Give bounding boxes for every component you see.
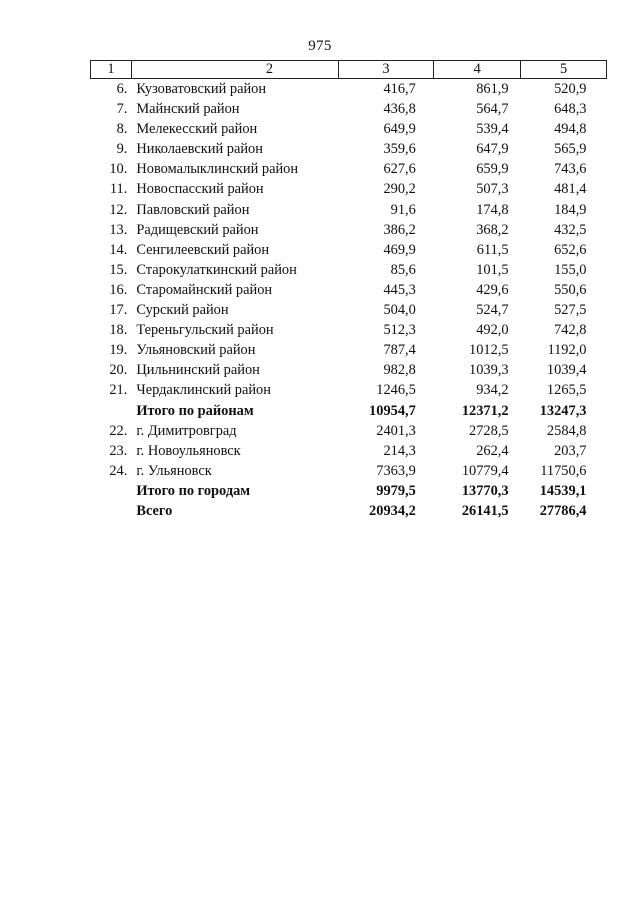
row-value-col-3: 649,9 <box>383 121 416 138</box>
table-row <box>91 79 607 100</box>
row-value-col-5: 652,6 <box>554 241 587 258</box>
row-number: 19. <box>109 342 128 359</box>
row-number: 18. <box>109 322 128 339</box>
row-number: 22. <box>109 422 128 439</box>
row-value-col-5: 1265,5 <box>546 382 587 399</box>
row-value-col-4: 492,0 <box>476 322 509 339</box>
row-value-col-3: 85,6 <box>390 261 416 278</box>
row-number: 10. <box>109 161 128 178</box>
table-row <box>91 240 607 260</box>
row-value-col-4: 101,5 <box>476 261 509 278</box>
row-value-col-4: 611,5 <box>476 241 509 258</box>
row-name: Кузоватовский район <box>136 81 267 97</box>
header-col-4: 4 <box>434 61 521 79</box>
row-value-col-4: 262,4 <box>476 442 509 459</box>
row-number: 23. <box>109 442 128 459</box>
row-value-col-5: 203,7 <box>554 442 587 459</box>
row-number: 12. <box>109 201 128 218</box>
row-number: 17. <box>109 302 128 319</box>
row-value-col-3: 627,6 <box>383 161 416 178</box>
row-value-col-5: 155,0 <box>554 261 587 278</box>
row-value-col-5: 11750,6 <box>540 462 587 479</box>
table-row <box>91 139 607 159</box>
row-value-col-5: 2584,8 <box>546 422 587 439</box>
row-number: 8. <box>116 121 128 138</box>
table-row <box>91 441 607 461</box>
row-value-col-4: 429,6 <box>476 281 509 298</box>
row-value-col-5: 14539,1 <box>539 482 587 499</box>
table-row <box>91 320 607 340</box>
row-number: 13. <box>109 221 128 238</box>
row-value-col-3: 7363,9 <box>376 462 416 479</box>
row-value-col-4: 564,7 <box>476 101 509 118</box>
row-number <box>91 401 132 421</box>
row-name: Старокулаткинский район <box>136 261 297 278</box>
row-value-col-5: 565,9 <box>554 141 587 158</box>
row-value-col-4: 507,3 <box>476 181 509 198</box>
row-number: 16. <box>109 281 128 298</box>
row-value-col-3: 10954,7 <box>369 402 416 419</box>
row-value-col-4: 13770,3 <box>461 482 509 499</box>
row-name: Тереньгульский район <box>136 322 274 339</box>
row-name: г. Димитровград <box>136 422 237 439</box>
table-body <box>91 79 607 522</box>
row-value-col-3: 2401,3 <box>376 422 416 439</box>
row-number <box>91 501 132 521</box>
table-row <box>91 300 607 320</box>
row-value-col-4: 2728,5 <box>469 422 509 439</box>
row-value-col-4: 659,9 <box>476 161 509 178</box>
row-value-col-3: 20934,2 <box>369 502 416 519</box>
row-number: 9. <box>116 141 128 158</box>
row-name: Итого по районам <box>136 402 254 419</box>
row-number: 20. <box>109 362 128 379</box>
row-name: г. Ульяновск <box>136 462 212 479</box>
table-row <box>91 99 607 119</box>
row-value-col-3: 386,2 <box>383 221 416 238</box>
row-value-col-4: 1039,3 <box>469 362 509 379</box>
row-value-col-3: 512,3 <box>383 322 416 339</box>
row-name: г. Новоульяновск <box>136 442 241 459</box>
row-value-col-5: 648,3 <box>554 101 587 118</box>
row-name: Цильнинский район <box>136 362 260 379</box>
table-total-row <box>91 501 607 521</box>
header-col-3: 3 <box>338 61 434 79</box>
table-row <box>91 159 607 179</box>
table-row <box>91 179 607 199</box>
row-value-col-4: 934,2 <box>476 382 509 399</box>
row-value-col-3: 504,0 <box>383 302 416 319</box>
row-name: Майнский район <box>136 101 240 118</box>
row-name: Всего <box>136 502 173 519</box>
table-row <box>91 119 607 139</box>
row-value-col-4: 26141,5 <box>461 502 509 519</box>
row-value-col-3: 787,4 <box>383 342 416 359</box>
row-value-col-3: 416,7 <box>383 81 416 97</box>
row-value-col-5: 27786,4 <box>539 502 587 519</box>
row-name: Мелекесский район <box>136 121 258 138</box>
table-header <box>91 61 607 79</box>
row-value-col-5: 184,9 <box>554 201 587 218</box>
header-col-5: 5 <box>521 61 607 79</box>
table-row <box>91 340 607 360</box>
table-total-row <box>91 401 607 421</box>
row-value-col-4: 861,9 <box>476 81 509 97</box>
row-value-col-4: 174,8 <box>476 201 509 218</box>
row-value-col-3: 469,9 <box>383 241 416 258</box>
row-value-col-5: 743,6 <box>554 161 587 178</box>
row-name: Новомалыклинский район <box>136 161 299 178</box>
row-number: 11. <box>109 181 128 198</box>
row-value-col-4: 368,2 <box>476 221 509 238</box>
row-number: 24. <box>109 462 128 479</box>
row-value-col-3: 290,2 <box>383 181 416 198</box>
row-value-col-3: 982,8 <box>383 362 416 379</box>
row-value-col-5: 742,8 <box>554 322 587 339</box>
row-number <box>91 481 132 501</box>
row-value-col-3: 359,6 <box>383 141 416 158</box>
row-value-col-3: 91,6 <box>390 201 416 218</box>
row-number: 7. <box>116 101 128 118</box>
row-name: Ульяновский район <box>136 342 256 359</box>
row-number: 6. <box>116 81 128 97</box>
row-name: Сурский район <box>136 302 229 319</box>
table-row <box>91 360 607 380</box>
data-table <box>90 60 607 521</box>
table-row <box>91 260 607 280</box>
row-value-col-4: 10779,4 <box>461 462 509 479</box>
row-name: Павловский район <box>136 201 250 218</box>
row-value-col-3: 436,8 <box>383 101 416 118</box>
row-value-col-5: 13247,3 <box>539 402 587 419</box>
table-row <box>91 280 607 300</box>
row-value-col-5: 494,8 <box>554 121 587 138</box>
row-value-col-5: 527,5 <box>554 302 587 319</box>
page-number: 975 <box>308 38 332 54</box>
row-value-col-4: 539,4 <box>476 121 509 138</box>
table-row <box>91 421 607 441</box>
table-row <box>91 220 607 240</box>
row-value-col-5: 520,9 <box>554 81 587 97</box>
row-value-col-5: 481,4 <box>554 181 587 198</box>
row-name: Новоспасский район <box>136 181 264 198</box>
table-row <box>91 461 607 481</box>
row-number: 15. <box>109 261 128 278</box>
row-name: Итого по городам <box>136 482 251 499</box>
header-col-1: 1 <box>91 61 132 79</box>
row-name: Николаевский район <box>136 141 263 158</box>
row-value-col-3: 1246,5 <box>376 382 416 399</box>
row-value-col-4: 524,7 <box>476 302 509 319</box>
row-name: Чердаклинский район <box>136 382 271 399</box>
row-value-col-5: 1192,0 <box>547 342 587 359</box>
row-value-col-3: 214,3 <box>383 442 416 459</box>
row-value-col-3: 445,3 <box>383 281 416 298</box>
row-name: Сенгилеевский район <box>136 241 270 258</box>
row-value-col-3: 9979,5 <box>376 482 416 499</box>
table-row <box>91 200 607 220</box>
header-col-2: 2 <box>131 61 338 79</box>
header-row <box>91 61 607 79</box>
row-value-col-4: 12371,2 <box>461 402 509 419</box>
row-value-col-5: 550,6 <box>554 281 587 298</box>
row-value-col-5: 432,5 <box>554 221 587 238</box>
table-total-row <box>91 481 607 501</box>
row-value-col-4: 647,9 <box>476 141 509 158</box>
row-name: Радищевский район <box>136 221 259 238</box>
table-row <box>91 380 607 400</box>
row-number: 14. <box>109 241 128 258</box>
row-value-col-5: 1039,4 <box>546 362 587 379</box>
row-name: Старомайнский район <box>136 281 273 298</box>
row-number: 21. <box>109 382 128 399</box>
row-value-col-4: 1012,5 <box>469 342 509 359</box>
